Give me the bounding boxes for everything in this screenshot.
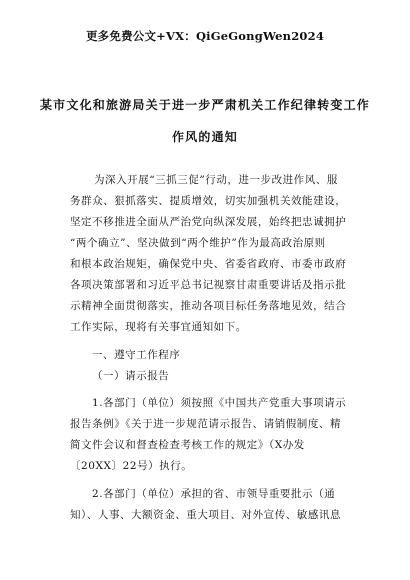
- paragraph-1-line: 示精神全面贯彻落实，推动各项目标任务落地见效，结合: [70, 300, 347, 312]
- promo-banner: 更多免费公文+VX：QiGeGongWen2024: [85, 29, 325, 43]
- paragraph-1-line: 各项决策部署和习近平总书记视察甘肃重要讲话及指示批: [70, 279, 347, 291]
- paragraph-1-line: 和根本政治规矩，确保党中央、省委省政府、市委市政府: [70, 258, 347, 270]
- section-heading-2: （一）请示报告: [92, 370, 170, 382]
- section-heading-1: 一、遵守工作程序: [92, 349, 181, 361]
- paragraph-1-line: 为深入开展“三抓三促”行动，进一步改进作风、服: [94, 174, 338, 186]
- item-1-line: 简文件会议和督查检查考核工作的规定》（X办发: [70, 439, 305, 451]
- paragraph-1-line: 坚定不移推进全面从严治党向纵深发展，始终把忠诚拥护: [70, 216, 347, 228]
- paragraph-1-line: 工作实际，现将有关事宜通知如下。: [70, 321, 247, 333]
- item-1-line: 1.各部门（单位）须按照《中国共产党重大事项请示: [92, 397, 347, 409]
- paragraph-1-line: 务群众、狠抓落实、提质增效，切实加强机关效能建设，: [70, 195, 347, 207]
- item-2-line: 2.各部门（单位）承担的省、市领导重要批示（通: [92, 488, 336, 500]
- document-title-line-2: 作风的通知: [171, 130, 238, 144]
- document-title-line-1: 某市文化和旅游局关于进一步严肃机关工作纪律转变工作: [39, 98, 370, 112]
- item-2-line: 知）、人事、大额资金、重大项目、对外宣传、敏感讯息: [70, 509, 341, 521]
- item-1-line: 报告条例》《关于进一步规范请示报告、请销假制度、精: [70, 418, 341, 430]
- item-1-line: 〔20XX〕22号）执行。: [70, 460, 193, 472]
- paragraph-1-line: “两个确立”、坚决做到“两个维护”作为最高政治原则: [70, 237, 326, 249]
